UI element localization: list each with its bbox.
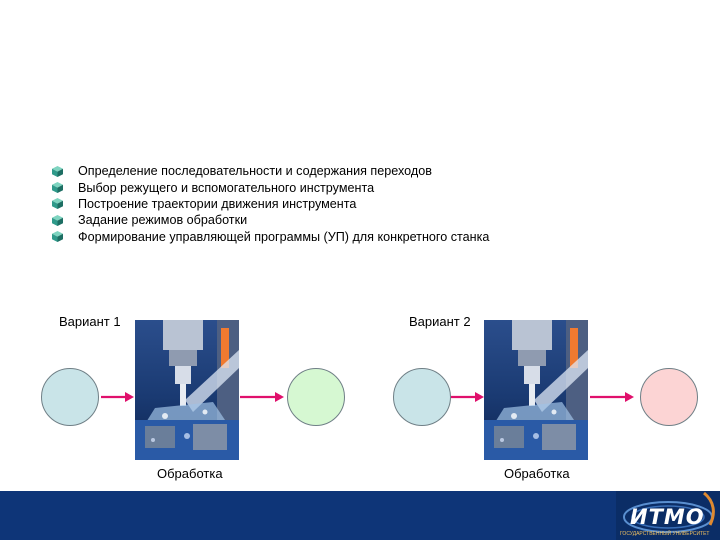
list-item bbox=[52, 163, 672, 179]
bullet-text: Формирование управляющей программы (УП) для конкретного станка bbox=[78, 229, 490, 244]
variant-2-arrow-in bbox=[451, 390, 485, 404]
variant-1-arrow-out bbox=[240, 390, 286, 404]
milling-machine-photo bbox=[484, 320, 588, 460]
list-item bbox=[52, 229, 672, 245]
bullet-list bbox=[52, 163, 672, 245]
itmo-logo bbox=[616, 491, 720, 540]
variant-2-arrow-out bbox=[590, 390, 636, 404]
bullet-text: Задание режимов обработки bbox=[78, 213, 248, 228]
list-item bbox=[52, 212, 672, 228]
cube-bullet-icon bbox=[52, 166, 63, 177]
milling-machine-photo bbox=[135, 320, 239, 460]
variant-1-label: Вариант 1 bbox=[59, 314, 121, 329]
cube-bullet-icon bbox=[52, 182, 63, 193]
footer-bar bbox=[0, 491, 720, 540]
bullet-text: Выбор режущего и вспомогательного инструмента bbox=[78, 180, 375, 195]
bullet-text: Определение последовательности и содержания переходов bbox=[78, 164, 432, 179]
variant-2-end-circle bbox=[640, 368, 698, 426]
variant-2-processing-label: Обработка bbox=[504, 466, 570, 481]
variant-2-label: Вариант 2 bbox=[409, 314, 471, 329]
logo-subtext: ГОСУДАРСТВЕННЫЙ УНИВЕРСИТЕТ bbox=[620, 531, 710, 537]
list-item bbox=[52, 196, 672, 212]
variant-1-arrow-in bbox=[101, 390, 135, 404]
variant-1-end-circle bbox=[287, 368, 345, 426]
cube-bullet-icon bbox=[52, 198, 63, 209]
variant-1-start-circle bbox=[41, 368, 99, 426]
variant-2-start-circle bbox=[393, 368, 451, 426]
logo-text: ИТМО bbox=[630, 505, 705, 529]
cube-bullet-icon bbox=[52, 231, 63, 242]
bullet-text: Построение траектории движения инструмента bbox=[78, 196, 357, 211]
cube-bullet-icon bbox=[52, 215, 63, 226]
list-item bbox=[52, 179, 672, 195]
variant-1-processing-label: Обработка bbox=[157, 466, 223, 481]
